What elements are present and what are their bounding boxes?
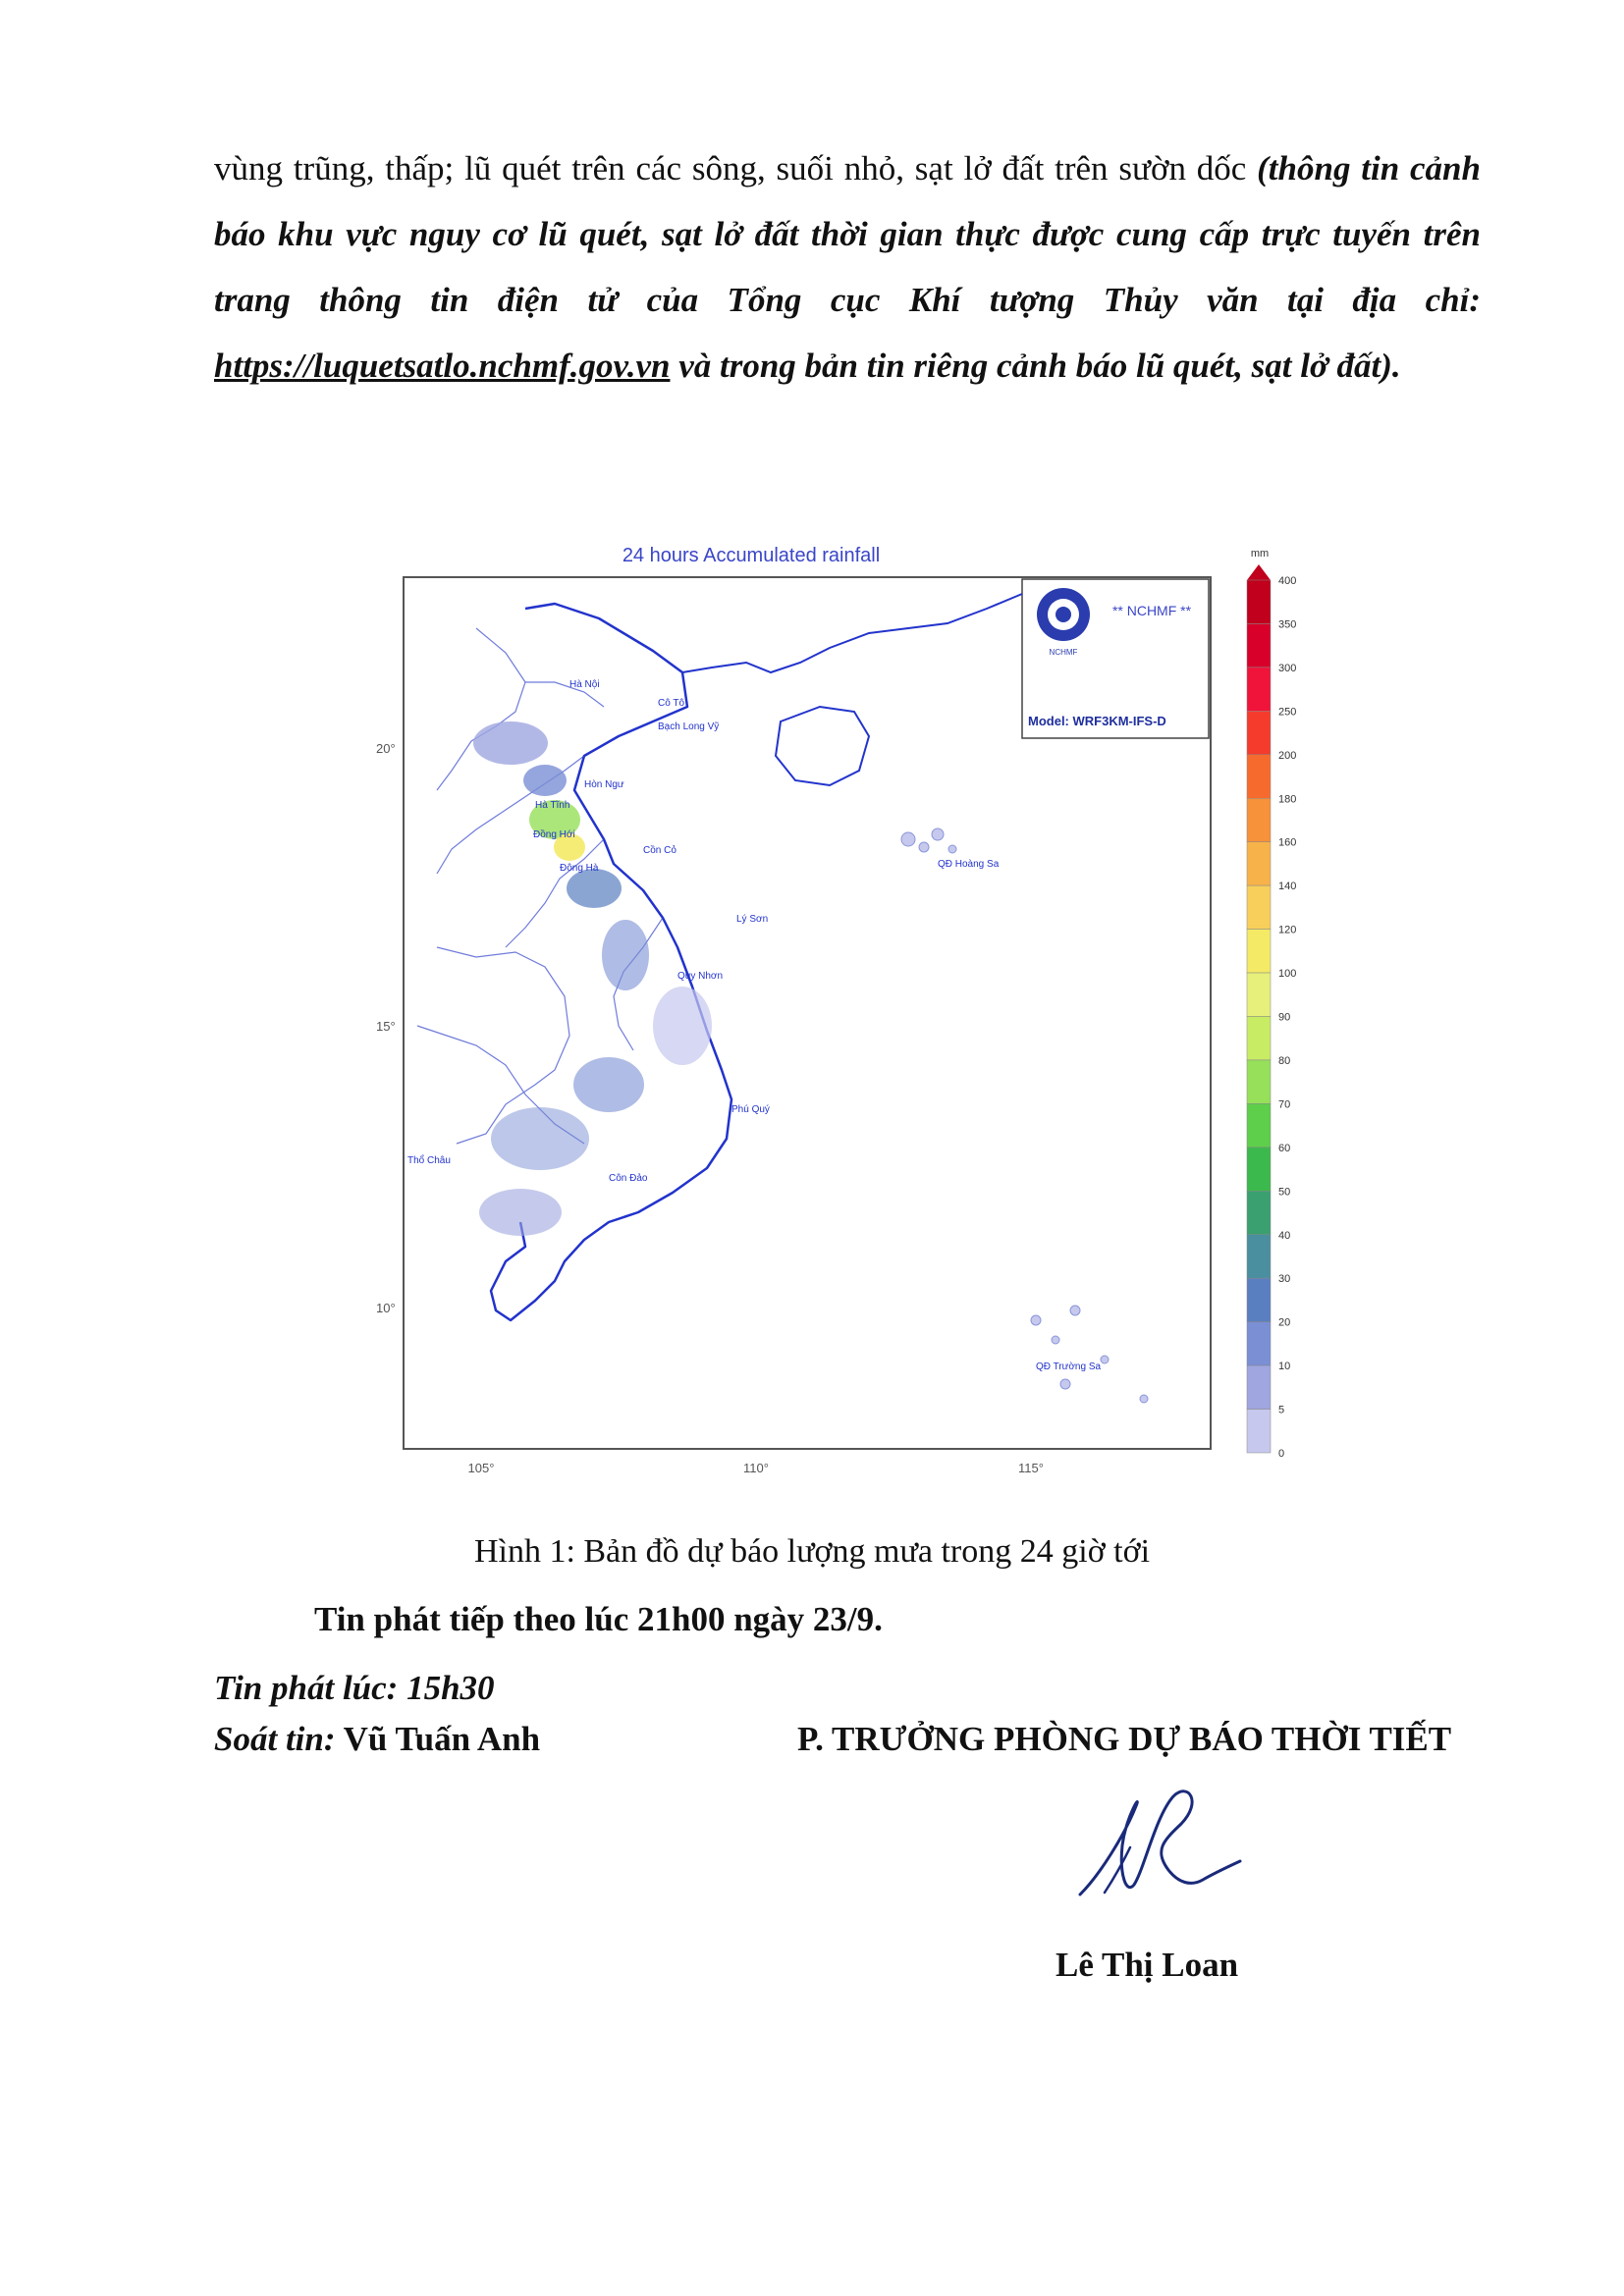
colorbar-segment <box>1247 1060 1271 1103</box>
colorbar-tick-label: 30 <box>1278 1273 1291 1286</box>
place-label: Đông Hà <box>560 863 599 874</box>
colorbar-tick-label: 120 <box>1278 924 1297 936</box>
paragraph-lead: vùng trũng, thấp; lũ quét trên các sông, suối nhỏ, sạt lở đất trên sườn dốc <box>214 149 1258 187</box>
colorbar-tick-label: 0 <box>1278 1448 1285 1460</box>
colorbar-tick-label: 140 <box>1278 881 1297 893</box>
place-label: Bạch Long Vỹ <box>658 721 720 732</box>
colorbar-tick-label: 20 <box>1278 1316 1291 1329</box>
place-label: Hà Tĩnh <box>535 800 570 811</box>
checker-name: Vũ Tuấn Anh <box>343 1720 541 1758</box>
colorbar-segment <box>1247 1191 1271 1234</box>
checker-label: Soát tin: <box>214 1720 336 1758</box>
colorbar-tick-label: 40 <box>1278 1229 1291 1242</box>
colorbar-segment <box>1247 623 1271 667</box>
unit-label: mm <box>1250 548 1270 560</box>
rainfall-forecast-map <box>358 535 1321 1517</box>
place-label: Quy Nhơn <box>677 971 724 982</box>
place-label: Thổ Châu <box>407 1155 451 1166</box>
place-label: QĐ Trường Sa <box>1036 1362 1102 1372</box>
colorbar-segment <box>1247 1365 1271 1409</box>
logo-small-label: NCHMF <box>1049 648 1078 657</box>
place-label: Cồn Cỏ <box>643 845 677 856</box>
lat-label: 15° <box>376 1019 396 1034</box>
colorbar-tick-label: 70 <box>1278 1098 1291 1111</box>
lon-label: 105° <box>467 1461 495 1475</box>
colorbar-segment <box>1247 1278 1271 1321</box>
colorbar-segment <box>1247 1410 1271 1453</box>
colorbar-tick-label: 200 <box>1278 749 1297 762</box>
colorbar-tick-label: 350 <box>1278 618 1297 631</box>
lon-label: 115° <box>1018 1461 1044 1475</box>
signer-role: P. TRƯỞNG PHÒNG DỰ BÁO THỜI TIẾT <box>797 1720 1452 1758</box>
colorbar-segment <box>1247 711 1271 754</box>
colorbar-segment <box>1247 1017 1271 1060</box>
lat-label: 20° <box>376 741 396 756</box>
colorbar-tick-label: 400 <box>1278 575 1297 587</box>
place-label: Hà Nội <box>569 679 600 690</box>
place-label: Côn Đảo <box>609 1173 648 1184</box>
colorbar-tick-label: 90 <box>1278 1011 1291 1024</box>
model-label: Model: WRF3KM-IFS-D <box>1028 714 1166 728</box>
latitude-labels <box>376 741 396 1315</box>
flash-flood-link[interactable]: https://luquetsatlo.nchmf.gov.vn <box>214 347 671 385</box>
colorbar-tick-label: 250 <box>1278 706 1297 719</box>
colorbar-arrow-icon <box>1247 564 1271 580</box>
colorbar-tick-label: 60 <box>1278 1142 1291 1154</box>
colorbar-segment <box>1247 842 1271 885</box>
lat-label: 10° <box>376 1301 396 1315</box>
issue-time: Tin phát lúc: 15h30 <box>214 1669 495 1707</box>
colorbar-tick-label: 5 <box>1278 1404 1285 1416</box>
place-label: Phú Quý <box>731 1104 770 1115</box>
colorbar-segment <box>1247 580 1271 623</box>
colorbar <box>1247 575 1296 1460</box>
nchmf-logo-box <box>1022 579 1209 738</box>
place-label: Hòn Ngư <box>584 779 624 790</box>
place-label: Cô Tô <box>658 698 685 709</box>
paragraph-italic-part-2: và trong bản tin riêng cảnh báo lũ quét, sạt lở đất). <box>670 347 1401 385</box>
colorbar-segment <box>1247 930 1271 973</box>
place-label: Lý Sơn <box>736 914 769 925</box>
colorbar-tick-label: 160 <box>1278 836 1297 849</box>
colorbar-tick-label: 100 <box>1278 968 1297 981</box>
colorbar-segment <box>1247 798 1271 841</box>
handwritten-signature <box>1065 1777 1242 1924</box>
checker-line <box>214 1720 540 1759</box>
paragraph-italic-part-1: (thông tin cảnh báo khu vực nguy cơ lũ quét, sạt lở đất thời gian thực được cung cấp trực tuyến trên trang thông tin điện tử của Tổng cục Khí tượng Thủy văn tại địa chỉ: <box>214 149 1481 319</box>
colorbar-tick-label: 50 <box>1278 1186 1291 1199</box>
colorbar-segment <box>1247 885 1271 929</box>
colorbar-segment <box>1247 755 1271 798</box>
next-issue-note: Tin phát tiếp theo lúc 21h00 ngày 23/9. <box>314 1600 883 1638</box>
body-paragraph <box>214 135 1481 399</box>
colorbar-tick-label: 300 <box>1278 662 1297 674</box>
figure-caption: Hình 1: Bản đồ dự báo lượng mưa trong 24 giờ tới <box>473 1533 1151 1570</box>
longitude-labels <box>468 1461 1044 1475</box>
map-title: 24 hours Accumulated rainfall <box>622 545 881 566</box>
colorbar-segment <box>1247 1322 1271 1365</box>
colorbar-segment <box>1247 1235 1271 1278</box>
colorbar-tick-label: 80 <box>1278 1054 1291 1067</box>
colorbar-segment <box>1247 667 1271 711</box>
place-label: QĐ Hoàng Sa <box>938 859 1000 870</box>
colorbar-tick-label: 180 <box>1278 793 1297 806</box>
colorbar-segment <box>1247 1103 1271 1147</box>
rainfall-map-svg <box>358 535 1321 1517</box>
logo-label: ** NCHMF ** <box>1111 603 1192 618</box>
colorbar-segment <box>1247 1148 1271 1191</box>
signer-name: Lê Thị Loan <box>1056 1946 1239 1984</box>
place-label: Đồng Hới <box>533 829 575 840</box>
colorbar-segment <box>1247 973 1271 1016</box>
colorbar-tick-label: 10 <box>1278 1361 1291 1373</box>
lon-label: 110° <box>743 1461 769 1475</box>
